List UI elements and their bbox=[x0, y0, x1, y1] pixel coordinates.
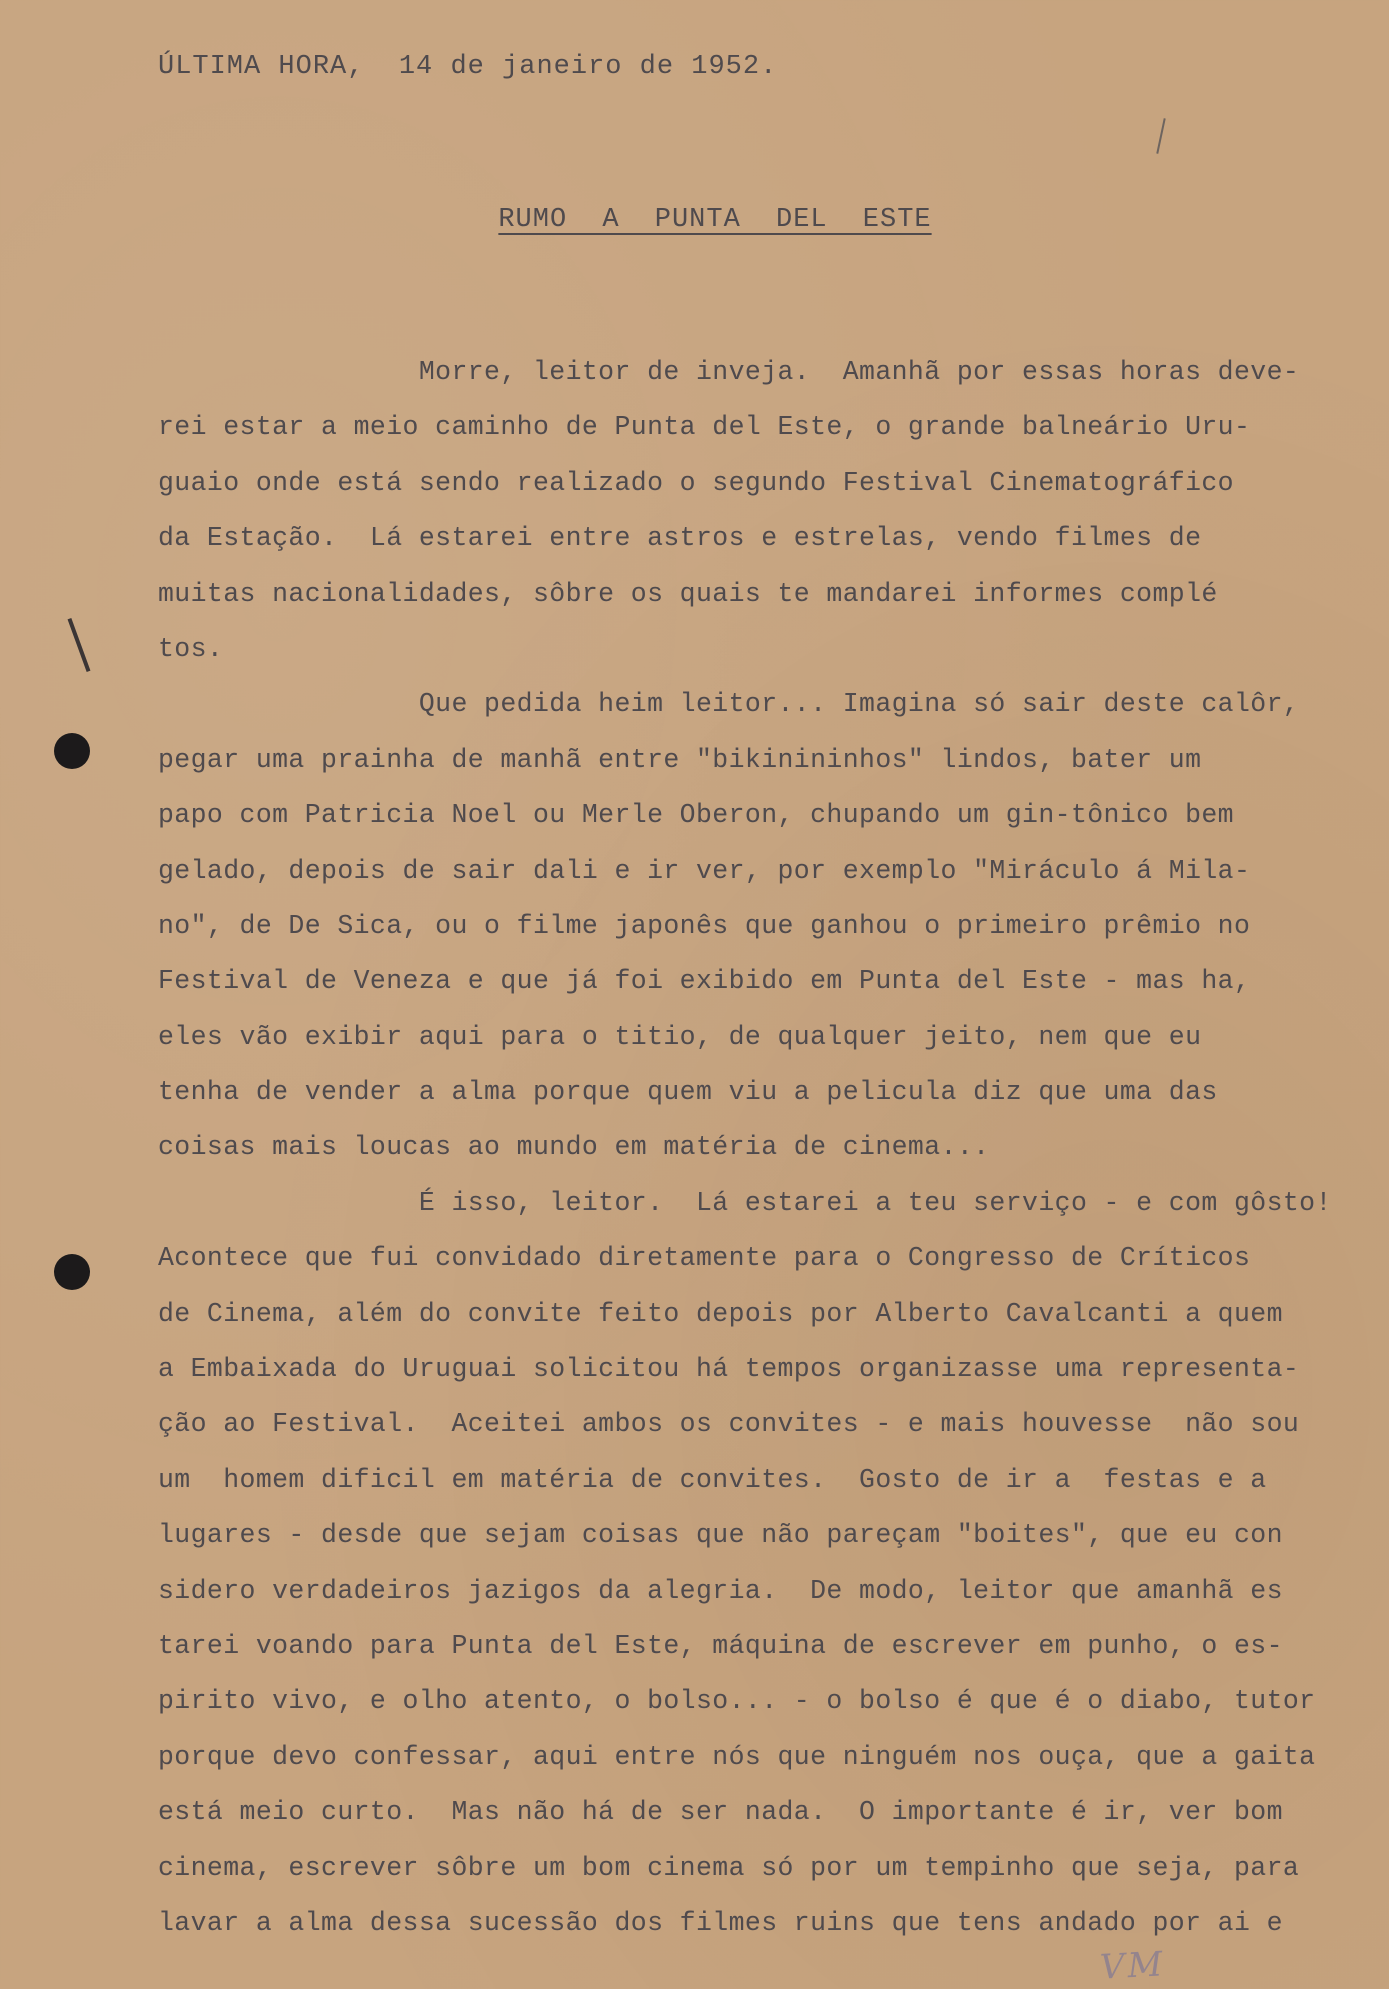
text-line: guaio onde está sendo realizado o segundo Festival Cinematográfico bbox=[158, 467, 1234, 498]
text-line: eles vão exibir aqui para o titio, de qualquer jeito, nem que eu bbox=[158, 1021, 1202, 1052]
text-line: no", de De Sica, ou o filme japonês que ganhou o primeiro prêmio no bbox=[158, 910, 1251, 941]
text-line: tarei voando para Punta del Este, máquina de escrever em punho, o es- bbox=[158, 1630, 1283, 1661]
text-line: Acontece que fui convidado diretamente para o Congresso de Críticos bbox=[158, 1243, 1251, 1274]
text-line: pirito vivo, e olho atento, o bolso... - o bolso é que é o diabo, tutor bbox=[158, 1686, 1316, 1717]
text-line: tos. bbox=[158, 633, 224, 664]
text-line: muitas nacionalidades, sôbre os quais te mandarei informes complé bbox=[158, 578, 1218, 609]
text-line: ção ao Festival. Aceitei ambos os convites - e mais houvesse não sou bbox=[158, 1409, 1300, 1440]
text-line: tenha de vender a alma porque quem viu a pelicula diz que uma das bbox=[158, 1077, 1218, 1108]
text-line: um homem dificil em matéria de convites. Gosto de ir a festas e a bbox=[158, 1464, 1267, 1495]
text-line: porque devo confessar, aqui entre nós que ninguém nos ouça, que a gaita bbox=[158, 1741, 1316, 1772]
punch-hole bbox=[54, 1254, 90, 1290]
pen-mark bbox=[68, 618, 91, 672]
text-line: pegar uma prainha de manhã entre "bikinininhos" lindos, bater um bbox=[158, 744, 1202, 775]
text-line: Festival de Veneza e que já foi exibido em Punta del Este - mas ha, bbox=[158, 966, 1251, 997]
text-line: está meio curto. Mas não há de ser nada. O importante é ir, ver bom bbox=[158, 1797, 1283, 1828]
text-line: sidero verdadeiros jazigos da alegria. De modo, leitor que amanhã es bbox=[158, 1575, 1283, 1606]
text-line: lavar a alma dessa sucessão dos filmes ruins que tens andado por ai e bbox=[158, 1907, 1283, 1938]
text-line: coisas mais loucas ao mundo em matéria de cinema... bbox=[158, 1132, 990, 1163]
text-line: Morre, leitor de inveja. Amanhã por essas horas deve- bbox=[158, 357, 1300, 387]
text-line: papo com Patricia Noel ou Merle Oberon, chupando um gin-tônico bem bbox=[158, 800, 1234, 831]
text-line: rei estar a meio caminho de Punta del Este, o grande balneário Uru- bbox=[158, 412, 1251, 443]
article-title: RUMO A PUNTA DEL ESTE bbox=[498, 205, 932, 235]
pen-mark bbox=[1156, 118, 1165, 154]
text-line: Que pedida heim leitor... Imagina só sair deste calôr, bbox=[158, 689, 1300, 720]
text-line: de Cinema, além do convite feito depois por Alberto Cavalcanti a quem bbox=[158, 1298, 1283, 1329]
article-body bbox=[158, 345, 1348, 1951]
punch-hole bbox=[54, 733, 90, 769]
text-line: a Embaixada do Uruguai solicitou há tempos organizasse uma representa- bbox=[158, 1354, 1300, 1385]
newspaper-dateline: ÚLTIMA HORA, 14 de janeiro de 1952. bbox=[158, 52, 778, 82]
text-line: cinema, escrever sôbre um bom cinema só por um tempinho que seja, para bbox=[158, 1852, 1300, 1883]
text-line: lugares - desde que sejam coisas que não pareçam "boites", que eu con bbox=[158, 1520, 1283, 1551]
text-line: É isso, leitor. Lá estarei a teu serviço - e com gôsto! bbox=[158, 1187, 1332, 1218]
handwritten-signature: VM bbox=[1098, 1944, 1167, 1988]
text-line: da Estação. Lá estarei entre astros e estrelas, vendo filmes de bbox=[158, 523, 1202, 554]
text-line: gelado, depois de sair dali e ir ver, por exemplo "Miráculo á Mila- bbox=[158, 855, 1251, 886]
